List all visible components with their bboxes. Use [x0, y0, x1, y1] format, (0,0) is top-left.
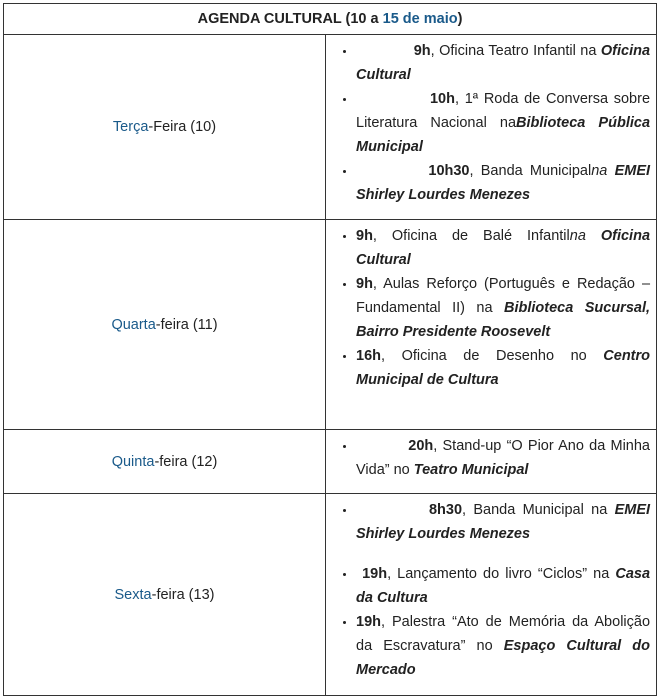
event-item: • 8h30, Banda Municipal na EMEI Shirley Lourdes Menezes: [356, 498, 650, 546]
event-item: • 9h, Oficina de Balé Infantilna Oficina Cultural: [356, 224, 650, 272]
day-row-tuesday: [4, 35, 657, 220]
event-item: • 16h, Oficina de Desenho no Centro Municipal de Cultura: [356, 344, 650, 392]
event-item: • 10h30, Banda Municipalna EMEI Shirley Lourdes Menezes: [356, 159, 650, 207]
event-item: • 9h, Aulas Reforço (Português e Redação – Fundamental II) na Biblioteca Sucursal, Bairro Presidente Roosevelt: [356, 272, 650, 344]
header-row: [4, 4, 657, 35]
day-row-wednesday: [4, 220, 657, 430]
event-item: • 19h, Palestra “Ato de Memória da Abolição da Escravatura” no Espaço Cultural do Mercado: [356, 610, 650, 682]
day-label: Terça-Feira (10): [4, 35, 326, 220]
event-item: • 19h, Lançamento do livro “Ciclos” na Casa da Cultura: [356, 562, 650, 610]
event-item: • 9h, Oficina Teatro Infantil na Oficina Cultural: [356, 39, 650, 87]
day-row-friday: [4, 494, 657, 696]
event-item: • 20h, Stand-up “O Pior Ano da Minha Vida” no Teatro Municipal: [356, 434, 650, 482]
agenda-title: AGENDA CULTURAL (10 a 15 de maio): [4, 4, 657, 35]
day-label: Quarta-feira (11): [4, 220, 326, 430]
day-label: Sexta-feira (13): [4, 494, 326, 696]
event-list-cell: [326, 494, 657, 696]
day-row-thursday: [4, 430, 657, 494]
event-list-cell: [326, 220, 657, 430]
agenda-table: [3, 3, 657, 696]
event-list-cell: [326, 430, 657, 494]
date-range: 15 de maio: [382, 11, 458, 27]
event-list-cell: [326, 35, 657, 220]
day-label: Quinta-feira (12): [4, 430, 326, 494]
event-item: • 10h, 1ª Roda de Conversa sobre Literatura Nacional naBiblioteca Pública Municipal: [356, 87, 650, 159]
